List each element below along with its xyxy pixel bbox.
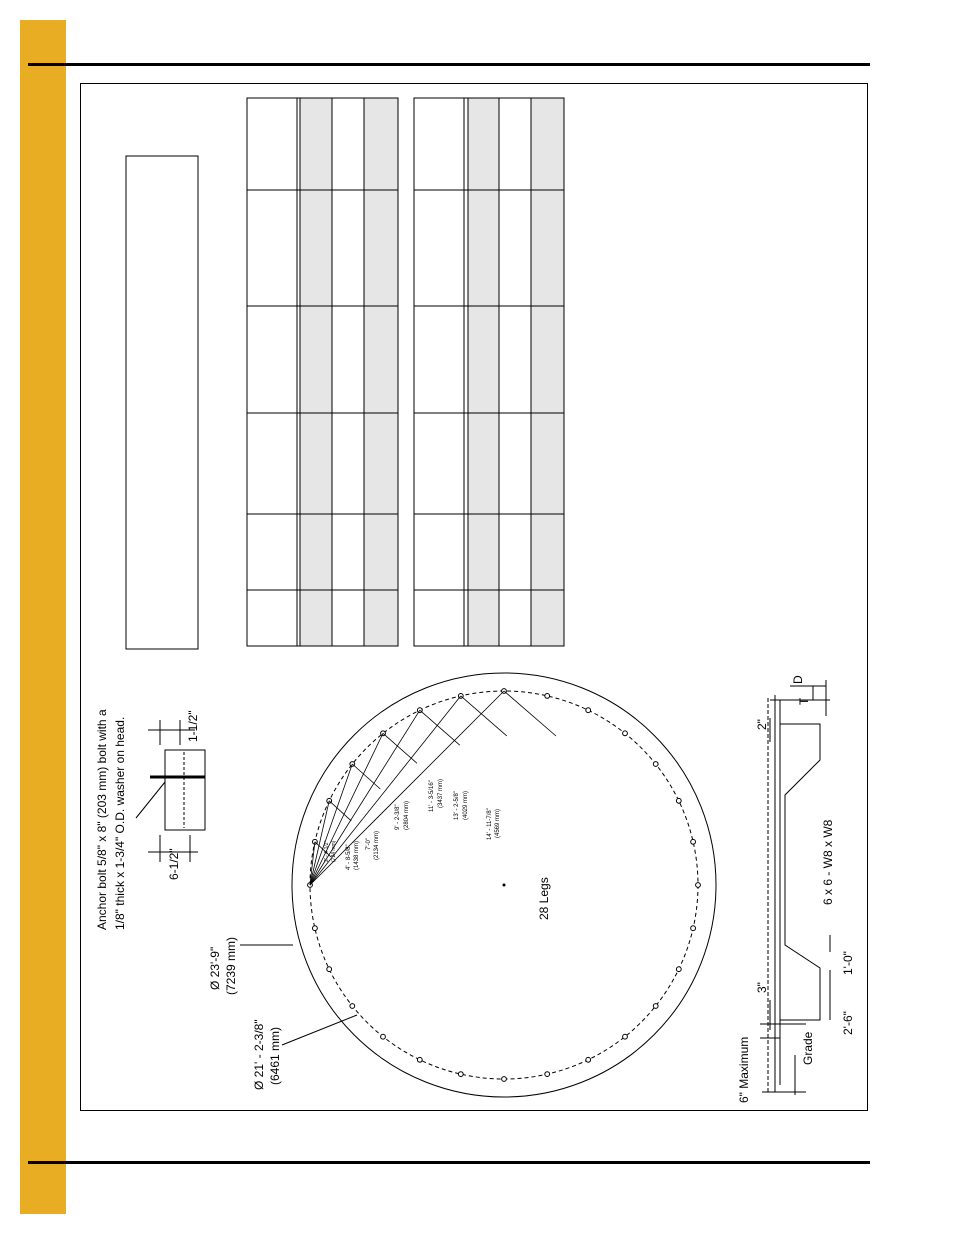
section-dim-1-0: 1'-0" [841, 951, 855, 975]
leg-point [313, 926, 318, 931]
chord-label-7 [487, 808, 501, 840]
bolt-dim-right: 1-1/2" [186, 710, 200, 742]
svg-text:Anchor bolt 5/8" x 8" (203 mm): Anchor bolt 5/8" x 8" (203 mm) bolt with a [95, 709, 109, 930]
outer-diameter-mm: (7239 mm) [224, 936, 238, 995]
bin-plan [240, 673, 716, 1097]
leg-point [676, 967, 681, 972]
svg-text:(2134 mm): (2134 mm) [374, 830, 380, 860]
leg-point [623, 1034, 628, 1039]
svg-text:7'-0": 7'-0" [366, 838, 372, 850]
legs-label: 28 Legs [537, 877, 551, 920]
bolt-dim-left: 6-1/2" [167, 848, 181, 880]
section-mesh-label: 6 x 6 - W8 x W8 [821, 819, 835, 905]
svg-text:11' - 3-5/16": 11' - 3-5/16" [429, 780, 435, 812]
leg-point [545, 1072, 550, 1077]
table1-shade-col-1 [300, 98, 332, 646]
leg-point [623, 731, 628, 736]
leg-point [327, 967, 332, 972]
leg-point [586, 1057, 591, 1062]
inner-diameter-label: Ø 21' - 2-3/8" [252, 1019, 266, 1090]
dimension-table-1 [247, 98, 398, 646]
leg-point [502, 1077, 507, 1082]
leg-point [653, 762, 658, 767]
svg-text:(3437 mm): (3437 mm) [438, 778, 444, 808]
leg-point [696, 883, 701, 888]
chord-label-3 [366, 831, 380, 860]
table2-shade-col-1 [468, 98, 499, 646]
chord-label-4 [395, 801, 410, 830]
svg-text:14' - 11-7/8": 14' - 11-7/8" [487, 808, 493, 840]
center-point [503, 884, 506, 887]
section-dim-d: D [791, 675, 805, 684]
section-grade-label: Grade [801, 1031, 815, 1065]
section-dim-2: 2" [755, 719, 769, 730]
chord-extension [383, 733, 417, 763]
chord-extension [461, 696, 507, 736]
section-dim-3: 3" [755, 982, 769, 993]
svg-text:(4029 mm): (4029 mm) [463, 790, 469, 820]
chord-extension [329, 801, 351, 821]
chord-label-1 [324, 840, 337, 862]
svg-text:(2804 mm): (2804 mm) [404, 800, 410, 830]
leg-point [417, 1057, 422, 1062]
leg-point [691, 839, 696, 844]
foundation-section [760, 680, 830, 1095]
svg-text:4' - 8-5/8": 4' - 8-5/8" [346, 844, 352, 870]
section-max-label: 6" Maximum [737, 1036, 751, 1103]
svg-text:(4569 mm): (4569 mm) [495, 808, 501, 838]
svg-text:9' - 2-3/8": 9' - 2-3/8" [395, 804, 401, 830]
leg-point [676, 798, 681, 803]
chord-label-2 [346, 841, 360, 870]
chord-label-5 [429, 779, 444, 812]
svg-text:13' - 2-5/8": 13' - 2-5/8" [454, 791, 460, 820]
leg-point [350, 1004, 355, 1009]
chord-label-6 [454, 791, 469, 820]
section-dim-2-6: 2'-6" [841, 1011, 855, 1035]
leg-point [691, 926, 696, 931]
chord-line [310, 691, 504, 885]
outer-diameter-label: Ø 23'-9" [208, 946, 222, 990]
svg-text:2' - 4-1/2": 2' - 4-1/2" [324, 840, 330, 862]
table1-shade-col-2 [364, 98, 398, 646]
inner-dia-leader [282, 1015, 357, 1045]
dimension-table-2 [414, 98, 564, 646]
leg-point [653, 1004, 658, 1009]
table2-shade-col-2 [531, 98, 564, 646]
leg-point [545, 694, 550, 699]
svg-text:(1438 mm): (1438 mm) [354, 840, 360, 870]
leg-point [586, 708, 591, 713]
inner-diameter-mm: (6461 mm) [268, 1026, 282, 1085]
leg-point [381, 1034, 386, 1039]
note-box [126, 156, 198, 649]
section-dim-t: T [797, 697, 811, 705]
svg-text:1/8" thick x 1-3/4" O.D. washe: 1/8" thick x 1-3/4" O.D. washer on head. [113, 716, 127, 930]
leg-point [458, 1072, 463, 1077]
anchor-bolt-note [95, 709, 127, 930]
svg-text:(724 mm): (724 mm) [331, 840, 337, 862]
